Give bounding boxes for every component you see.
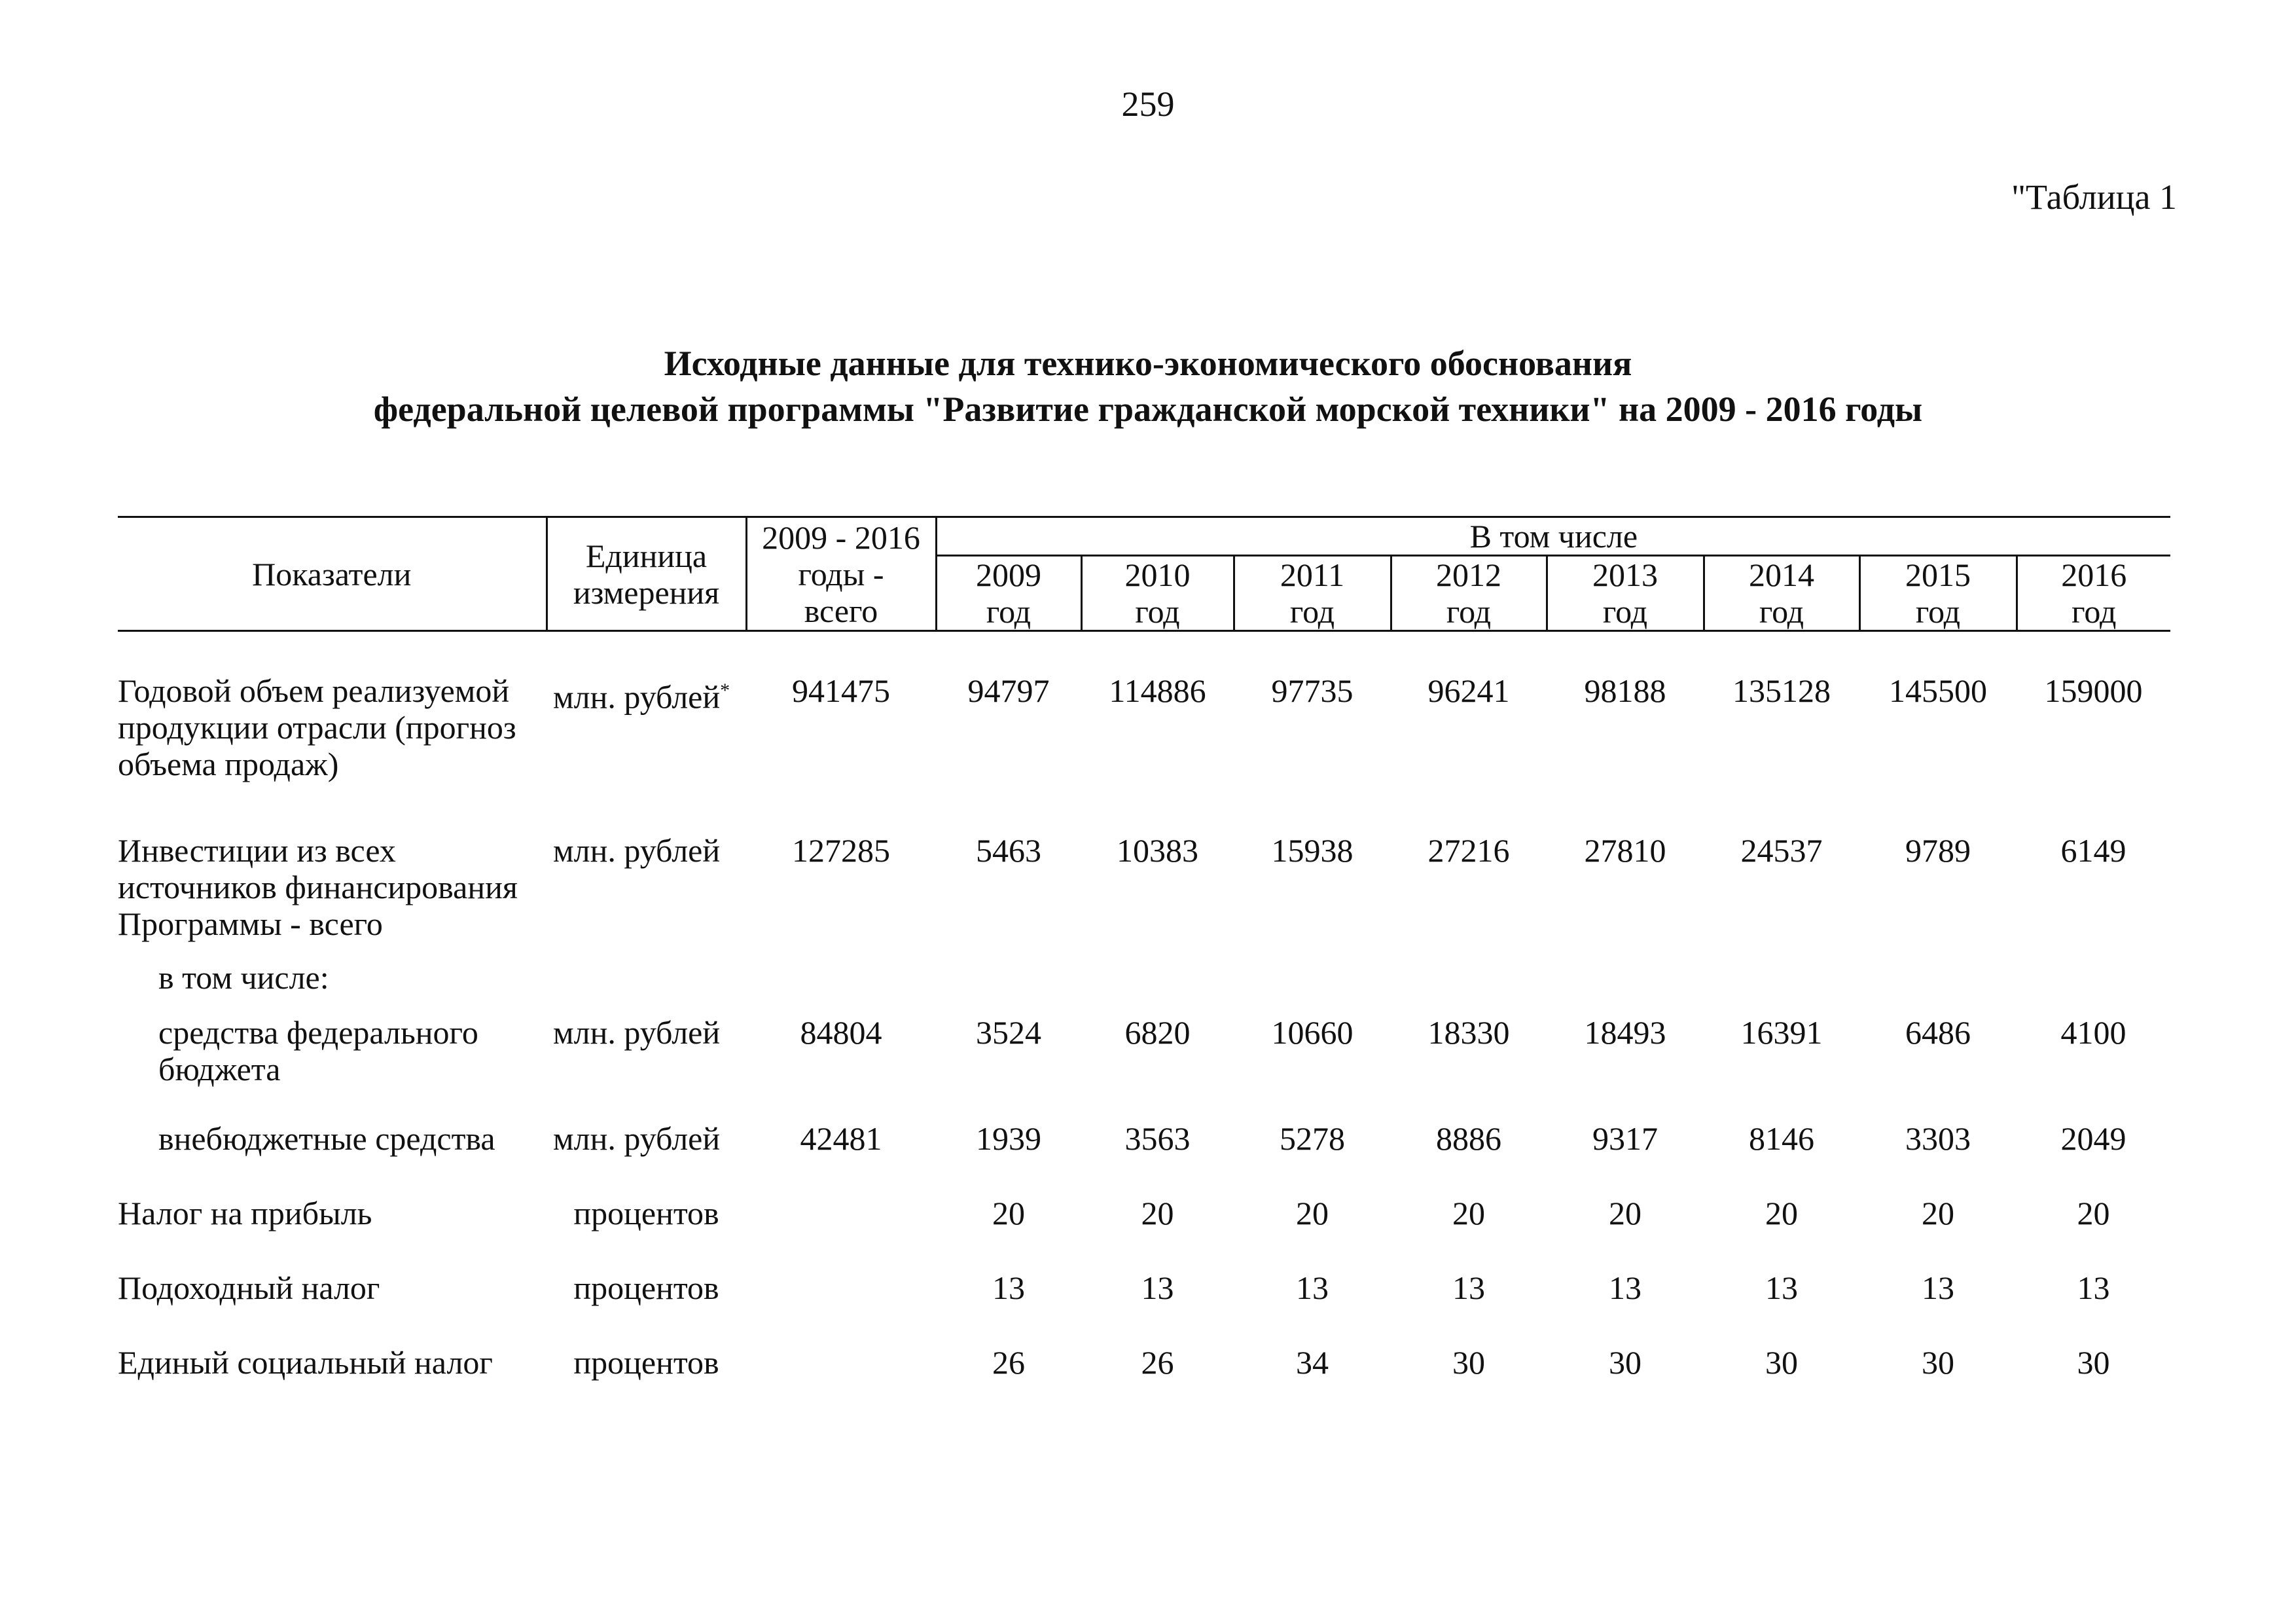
cell-2009: 20 xyxy=(992,1195,1025,1231)
row-label-line: Программы - всего xyxy=(118,905,383,942)
cell-2016: 2049 xyxy=(2060,1120,2126,1157)
cell-2016: 13 xyxy=(2077,1269,2110,1306)
cell-2016: 20 xyxy=(2077,1195,2110,1231)
cell-2011: 10660 xyxy=(1271,1014,1354,1051)
row-label: Подоходный налог xyxy=(118,1269,380,1306)
row-unit: процентов xyxy=(573,1344,719,1381)
header-year-suffix: год xyxy=(986,593,1031,630)
cell-2012: 18330 xyxy=(1427,1014,1510,1051)
row-unit: млн. рублей xyxy=(553,1120,721,1157)
cell-2013: 18493 xyxy=(1584,1014,1666,1051)
table-row-profit-tax xyxy=(118,1157,2170,1231)
row-label: Единый социальный налог xyxy=(118,1344,493,1381)
row-label xyxy=(118,996,547,1106)
header-year-value: 2010 xyxy=(1124,556,1191,593)
source-data-table xyxy=(118,516,2170,1381)
header-year-suffix: год xyxy=(1759,593,1804,630)
cell-2009: 94797 xyxy=(967,672,1050,709)
header-year-2016 xyxy=(2017,556,2170,631)
header-year-value: 2013 xyxy=(1592,556,1658,593)
row-label-line: объема продаж) xyxy=(118,746,339,782)
table-row-social-tax xyxy=(118,1306,2170,1381)
row-label: Налог на прибыль xyxy=(118,1195,372,1231)
row-total: 42481 xyxy=(800,1120,882,1157)
cell-2015: 145500 xyxy=(1889,672,1987,709)
row-label-line: бюджета xyxy=(158,1051,281,1087)
document-title-line-2: федеральной целевой программы "Развитие гражданской морской техники" на 2009 - 2016 годы xyxy=(373,390,1923,429)
cell-2013: 9317 xyxy=(1592,1120,1658,1157)
cell-2012: 13 xyxy=(1452,1269,1485,1306)
header-unit-line-2: измерения xyxy=(573,574,720,611)
table-row-including xyxy=(118,942,2170,996)
cell-2010: 10383 xyxy=(1117,832,1198,869)
header-year-2015 xyxy=(1859,556,2017,631)
cell-2009: 3524 xyxy=(976,1014,1041,1051)
cell-2014: 20 xyxy=(1765,1195,1798,1231)
cell-2013: 27810 xyxy=(1584,832,1666,869)
cell-2014: 30 xyxy=(1765,1344,1798,1381)
row-label-line: источников финансирования xyxy=(118,869,518,905)
header-year-2013 xyxy=(1547,556,1704,631)
header-year-2010 xyxy=(1081,556,1234,631)
header-year-value: 2015 xyxy=(1905,556,1971,593)
row-unit: процентов xyxy=(573,1195,719,1231)
page-number: 259 xyxy=(1121,84,1175,124)
cell-2014: 135128 xyxy=(1732,672,1831,709)
header-year-2012 xyxy=(1391,556,1547,631)
header-year-value: 2016 xyxy=(2061,556,2127,593)
header-year-suffix: год xyxy=(1289,593,1335,630)
row-total: 84804 xyxy=(800,1014,882,1051)
cell-2012: 27216 xyxy=(1427,832,1510,869)
cell-2013: 30 xyxy=(1609,1344,1641,1381)
cell-2011: 34 xyxy=(1296,1344,1329,1381)
cell-2010: 114886 xyxy=(1109,672,1206,709)
row-label: внебюджетные средства xyxy=(158,1120,495,1157)
header-year-2009 xyxy=(936,556,1081,631)
row-unit: млн. рублей xyxy=(553,832,721,869)
cell-2013: 13 xyxy=(1609,1269,1641,1306)
row-label: в том числе: xyxy=(158,959,329,996)
table-row-annual-sales xyxy=(118,631,2170,795)
cell-2016: 4100 xyxy=(2060,1014,2126,1051)
header-total-line-1: 2009 - 2016 xyxy=(762,519,920,556)
cell-2010: 26 xyxy=(1141,1344,1174,1381)
header-year-suffix: год xyxy=(1135,593,1180,630)
cell-2010: 13 xyxy=(1141,1269,1174,1306)
cell-2010: 20 xyxy=(1141,1195,1174,1231)
row-total: 941475 xyxy=(792,672,890,709)
header-unit-line-1: Единица xyxy=(585,537,708,574)
document-title-line-1: Исходные данные для технико-экономического обоснования xyxy=(664,344,1632,383)
header-year-suffix: год xyxy=(1446,593,1492,630)
cell-2015: 3303 xyxy=(1905,1120,1971,1157)
cell-2009: 13 xyxy=(992,1269,1025,1306)
row-unit: процентов xyxy=(573,1269,719,1306)
cell-2016: 159000 xyxy=(2044,672,2143,709)
header-year-suffix: год xyxy=(1915,593,1961,630)
row-unit: млн. рублей xyxy=(553,1014,721,1051)
row-label-line: Инвестиции из всех xyxy=(118,832,396,869)
row-total xyxy=(746,1231,936,1306)
cell-2009: 5463 xyxy=(976,832,1041,869)
row-label-line: Годовой объем реализуемой xyxy=(118,672,510,709)
cell-2011: 97735 xyxy=(1271,672,1354,709)
footnote-mark: * xyxy=(720,680,730,701)
cell-2012: 30 xyxy=(1452,1344,1485,1381)
header-year-suffix: год xyxy=(2072,593,2117,630)
cell-2014: 24537 xyxy=(1740,832,1823,869)
row-total xyxy=(746,1157,936,1231)
cell-2016: 30 xyxy=(2077,1344,2110,1381)
header-year-2014 xyxy=(1704,556,1859,631)
cell-2012: 8886 xyxy=(1436,1120,1501,1157)
cell-2015: 13 xyxy=(1922,1269,1954,1306)
cell-2015: 9789 xyxy=(1905,832,1971,869)
cell-2015: 30 xyxy=(1922,1344,1954,1381)
cell-2011: 15938 xyxy=(1271,832,1354,869)
header-total-line-3: всего xyxy=(804,592,878,629)
header-year-value: 2012 xyxy=(1436,556,1501,593)
row-total: 127285 xyxy=(792,832,890,869)
table-row-federal-budget xyxy=(118,996,2170,1106)
header-total xyxy=(746,517,936,631)
row-label-line: продукции отрасли (прогноз xyxy=(118,709,516,746)
table-label: "Таблица 1 xyxy=(2011,177,2177,217)
cell-2009: 1939 xyxy=(976,1120,1041,1157)
header-year-2011 xyxy=(1234,556,1391,631)
cell-2012: 96241 xyxy=(1427,672,1510,709)
cell-2009: 26 xyxy=(992,1344,1025,1381)
row-label xyxy=(118,794,547,942)
cell-2016: 6149 xyxy=(2060,832,2126,869)
table-row-extra-budgetary xyxy=(118,1106,2170,1157)
cell-2010: 6820 xyxy=(1124,1014,1191,1051)
header-year-value: 2011 xyxy=(1280,556,1345,593)
row-unit xyxy=(547,631,746,795)
cell-2012: 20 xyxy=(1452,1195,1485,1231)
table-row-investments xyxy=(118,794,2170,942)
cell-2013: 98188 xyxy=(1584,672,1666,709)
header-including: В том числе xyxy=(936,517,2170,556)
table-header-row-1 xyxy=(118,517,2170,556)
header-year-suffix: год xyxy=(1602,593,1648,630)
row-label-line: средства федерального xyxy=(158,1014,478,1051)
cell-2015: 6486 xyxy=(1905,1014,1971,1051)
cell-2010: 3563 xyxy=(1124,1120,1191,1157)
cell-2011: 13 xyxy=(1296,1269,1329,1306)
row-unit-text: млн. рублей xyxy=(553,678,721,716)
cell-2014: 13 xyxy=(1765,1269,1798,1306)
header-year-value: 2014 xyxy=(1749,556,1814,593)
cell-2011: 5278 xyxy=(1280,1120,1345,1157)
header-total-line-2: годы - xyxy=(798,555,884,593)
row-total xyxy=(746,1306,936,1381)
cell-2011: 20 xyxy=(1296,1195,1329,1231)
row-label xyxy=(118,631,547,795)
cell-2014: 8146 xyxy=(1749,1120,1814,1157)
header-year-value: 2009 xyxy=(976,556,1041,593)
header-unit xyxy=(547,517,746,631)
cell-2015: 20 xyxy=(1922,1195,1954,1231)
document-title xyxy=(0,340,2296,432)
table-row-income-tax xyxy=(118,1231,2170,1306)
cell-2014: 16391 xyxy=(1740,1014,1823,1051)
cell-2013: 20 xyxy=(1609,1195,1641,1231)
header-indicators: Показатели xyxy=(118,517,547,631)
